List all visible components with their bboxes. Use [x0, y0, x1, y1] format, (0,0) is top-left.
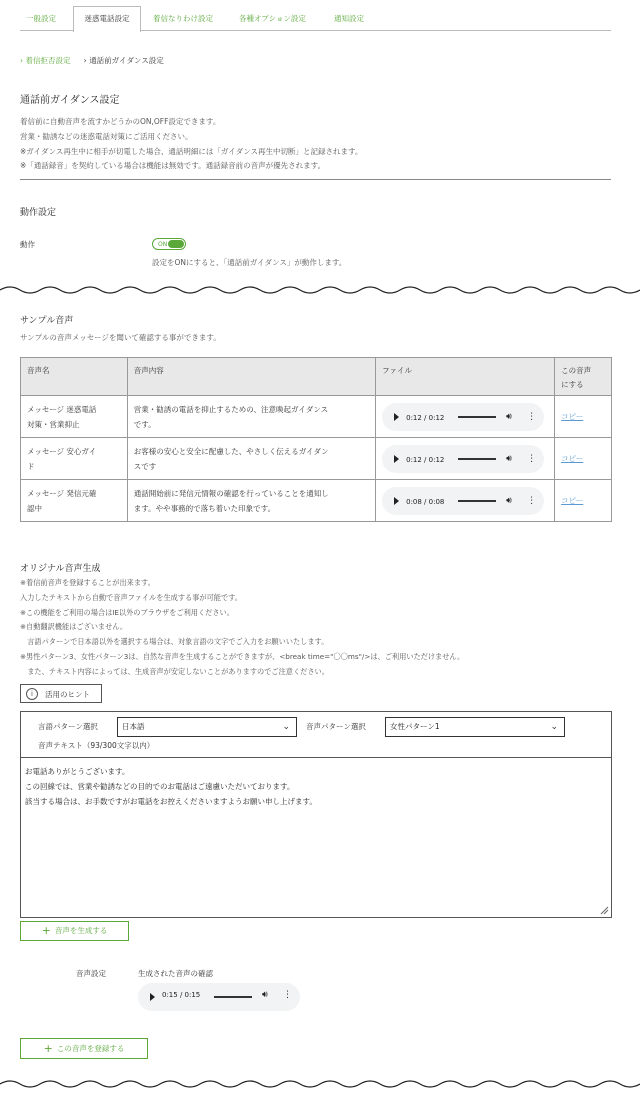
language-label: 言語パターン選択	[38, 722, 98, 731]
text-label: 音声テキスト（93/300文字以内）	[38, 741, 155, 750]
samples-table	[20, 357, 612, 522]
audio-player[interactable]	[382, 403, 544, 431]
header-file: ファイル	[376, 358, 555, 396]
guidance-description	[20, 115, 362, 174]
language-select[interactable]	[117, 717, 297, 737]
original-title: オリジナル音声生成	[20, 564, 101, 574]
more-options-icon[interactable]: ⋮	[527, 453, 537, 464]
header-use: この音声 にする	[555, 358, 612, 396]
audio-time: 0:08 / 0:08	[406, 497, 445, 506]
audio-player[interactable]	[382, 487, 544, 515]
tab-nuisance-call[interactable]: 迷惑電話設定	[73, 6, 141, 32]
breadcrumb-link[interactable]: 着信拒否設定	[25, 56, 71, 65]
page-title: 通話前ガイダンス設定	[20, 95, 120, 106]
toggle-text: ON	[158, 241, 168, 248]
audio-time: 0:12 / 0:12	[406, 413, 445, 422]
samples-description: サンプルの音声メッセージを聞いて確認する事ができます。	[20, 333, 221, 342]
info-icon: i	[26, 688, 38, 700]
breadcrumb-chevron-icon: ›	[83, 56, 87, 65]
result-title: 生成された音声の確認	[138, 969, 213, 978]
breadcrumb-chevron-icon: ›	[20, 56, 23, 65]
divider	[20, 179, 611, 180]
chevron-down-icon: ⌄	[550, 722, 558, 732]
result-label: 音声設定	[76, 969, 106, 978]
resize-handle-icon[interactable]	[599, 905, 609, 915]
table-row	[21, 396, 612, 438]
play-icon[interactable]	[394, 413, 399, 421]
note-line: 言語パターンで日本語以外を選択する場合は、対象言語の文字でご入力をお願いいたします。	[20, 637, 329, 647]
play-icon[interactable]	[150, 993, 155, 1001]
volume-icon[interactable]: 🔊︎	[506, 411, 512, 422]
voice-select-value: 女性パターン1	[390, 722, 440, 731]
language-select-value: 日本語	[122, 722, 145, 731]
volume-icon[interactable]: 🔊︎	[506, 453, 512, 464]
hint-button-label: 活用のヒント	[45, 690, 90, 699]
sample-name: メッセージ 発信元確 認中	[21, 480, 128, 522]
header-name: 音声名	[21, 358, 128, 396]
guidance-desc-line: 営業・勧誘などの迷惑電話対策にご活用ください。	[20, 131, 193, 141]
guidance-desc-line: ※ガイダンス再生中に相手が切電した場合、通話明細には「ガイダンス再生中切断」と記録されます。	[20, 146, 363, 156]
table-header-row	[21, 358, 612, 396]
text-line: 該当する場合は、お手数ですがお電話をお控えくださいますようお願い申し上げます。	[25, 797, 317, 806]
hint-button[interactable]	[20, 684, 102, 703]
text-line: お電話ありがとうございます。	[25, 767, 130, 776]
breadcrumb-current: 通話前ガイダンス設定	[89, 56, 164, 65]
sample-file	[376, 480, 555, 522]
sample-content: 営業・勧誘の電話を抑止するための、注意喚起ガイダンス です。	[127, 396, 375, 438]
plus-icon: +	[43, 1042, 53, 1055]
note-line: ※着信前音声を登録することが出来ます。	[20, 578, 155, 587]
operation-note: 設定をONにすると、「通話前ガイダンス」が動作します。	[152, 258, 347, 267]
section-break-wave	[0, 282, 640, 298]
sample-action	[555, 438, 612, 480]
more-options-icon[interactable]: ⋮	[283, 990, 292, 1000]
samples-title: サンプル音声	[20, 316, 74, 326]
voice-select[interactable]	[385, 717, 565, 737]
table-row	[21, 438, 612, 480]
copy-link[interactable]: コピー	[561, 454, 584, 463]
chevron-down-icon: ⌄	[282, 722, 290, 732]
sample-action	[555, 480, 612, 522]
settings-tabs	[20, 6, 611, 31]
guidance-desc-line: 着信前に自動音声を流すかどうかのON,OFF設定できます。	[20, 117, 221, 126]
play-icon[interactable]	[394, 497, 399, 505]
generate-button-label: 音声を生成する	[54, 926, 108, 935]
operation-title: 動作設定	[20, 208, 57, 218]
tab-call-routing[interactable]: 着信なりわけ設定	[153, 14, 213, 23]
copy-link[interactable]: コピー	[561, 496, 584, 505]
operation-label: 動作	[20, 240, 35, 249]
note-line: ※自動翻訳機能はございません。	[20, 622, 128, 632]
audio-progress-bar[interactable]	[458, 500, 496, 502]
generate-voice-button[interactable]	[20, 921, 129, 941]
operation-toggle[interactable]	[152, 238, 186, 250]
sample-content: 通話開始前に発信元情報の確認を行っていることを通知し ます。やや事務的で落ち着いた印象です。	[127, 480, 375, 522]
audio-progress-bar[interactable]	[458, 458, 496, 460]
tab-options[interactable]: 各種オプション設定	[239, 14, 306, 23]
note-line: ※男性パターン3、女性パターン3は、自然な音声を生成することができますが、<break time="〇〇ms"/>は、ご利用いただけません。	[20, 651, 465, 661]
text-line: この回線では、営業や勧誘などの目的でのお電話はご遠慮いただいております。	[25, 782, 295, 791]
play-icon[interactable]	[394, 455, 399, 463]
register-voice-button[interactable]	[20, 1038, 148, 1059]
voice-text-area[interactable]	[20, 757, 612, 918]
generated-audio-player[interactable]	[138, 983, 300, 1011]
sample-action	[555, 396, 612, 438]
header-content: 音声内容	[127, 358, 375, 396]
section-break-wave	[0, 1076, 640, 1092]
sample-name: メッセージ 安心ガイ ド	[21, 438, 128, 480]
sample-file	[376, 396, 555, 438]
more-options-icon[interactable]: ⋮	[527, 495, 537, 506]
breadcrumb	[20, 55, 164, 66]
volume-icon[interactable]: 🔊︎	[506, 495, 512, 506]
copy-link[interactable]: コピー	[561, 412, 584, 421]
note-line: 入力したテキストから自動で音声ファイルを生成する事が可能です。	[20, 592, 242, 602]
tab-general[interactable]: 一般設定	[26, 14, 56, 23]
original-notes	[20, 576, 464, 680]
volume-icon[interactable]: 🔊︎	[262, 990, 268, 1000]
note-line: また、テキスト内容によっては、生成音声が安定しないことがありますのでご注意ください。	[20, 666, 329, 676]
plus-icon: +	[41, 924, 51, 937]
sample-name: メッセージ 迷惑電話 対策・営業抑止	[21, 396, 128, 438]
toggle-knob	[168, 240, 184, 248]
voice-label: 音声パターン選択	[306, 722, 366, 731]
tab-notifications[interactable]: 通知設定	[334, 14, 364, 23]
table-row	[21, 480, 612, 522]
register-button-label: この音声を登録する	[56, 1044, 125, 1053]
audio-time: 0:15 / 0:15	[162, 991, 201, 999]
more-options-icon[interactable]: ⋮	[527, 411, 537, 422]
sample-content: お客様の安心と安全に配慮した、やさしく伝えるガイダン スです	[127, 438, 375, 480]
audio-time: 0:12 / 0:12	[406, 455, 445, 464]
audio-player[interactable]	[382, 445, 544, 473]
guidance-desc-line: ※「通話録音」を契約している場合は機能は無効です。通話録音前の音声が優先されます。	[20, 161, 326, 171]
audio-progress-bar[interactable]	[458, 416, 496, 418]
note-line: ※この機能をご利用の場合はIE以外のブラウザをご利用ください。	[20, 607, 234, 617]
audio-progress-bar[interactable]	[214, 996, 252, 998]
sample-file	[376, 438, 555, 480]
